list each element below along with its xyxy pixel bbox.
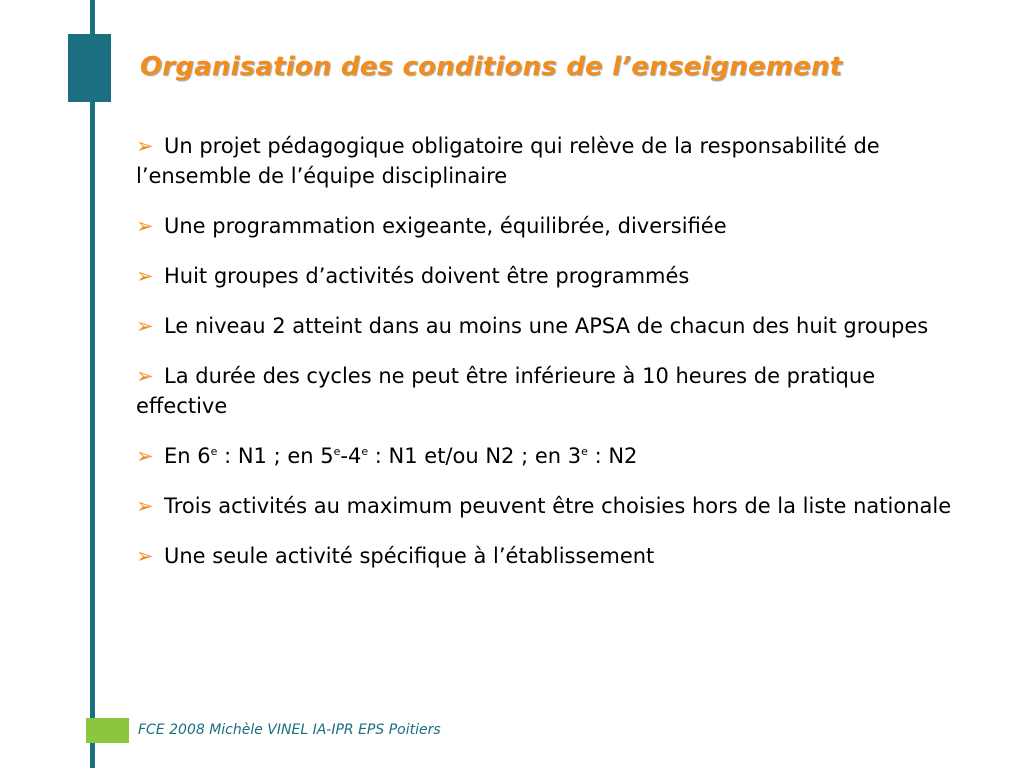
bullet-text: Huit groupes d’activités doivent être programmés	[164, 264, 690, 288]
arrow-bullet-icon: ➢	[136, 494, 154, 518]
arrow-bullet-icon: ➢	[136, 264, 154, 288]
bullet-text: Trois activités au maximum peuvent être choisies hors de la liste nationale	[164, 494, 952, 518]
bullet-text: Un projet pédagogique obligatoire qui relève de la responsabilité de l’ensemble de l’équipe disciplinaire	[136, 134, 880, 188]
footer-text: FCE 2008 Michèle VINEL IA-IPR EPS Poitiers	[138, 722, 441, 738]
arrow-bullet-icon: ➢	[136, 314, 154, 338]
bullet-item	[136, 541, 966, 571]
bullet-item	[136, 211, 966, 241]
superscript: e	[361, 445, 369, 458]
title-accent-block	[68, 34, 111, 102]
bullet-text: Une programmation exigeante, équilibrée, diversifiée	[164, 214, 727, 238]
bullet-item	[136, 441, 966, 471]
arrow-bullet-icon: ➢	[136, 444, 154, 468]
text-segment: En 6	[164, 444, 211, 468]
bullet-item	[136, 311, 966, 341]
bullet-item	[136, 361, 966, 421]
bullet-text: La durée des cycles ne peut être inférieure à 10 heures de pratique effective	[136, 364, 876, 418]
superscript: e	[581, 445, 588, 458]
footer-accent-block	[86, 718, 129, 743]
bullet-item	[136, 131, 966, 191]
bullet-text: Une seule activité spécifique à l’établissement	[164, 544, 655, 568]
bullet-item	[136, 491, 966, 521]
slide-title: Organisation des conditions de l’enseignement	[140, 52, 843, 82]
text-segment: : N1 ; en 5	[217, 444, 334, 468]
arrow-bullet-icon: ➢	[136, 134, 154, 158]
arrow-bullet-icon: ➢	[136, 214, 154, 238]
text-segment: : N2	[587, 444, 638, 468]
superscript: e	[210, 445, 218, 458]
text-segment: : N1 et/ou N2 ; en 3	[368, 444, 582, 468]
bullet-list	[136, 131, 966, 591]
arrow-bullet-icon: ➢	[136, 364, 154, 388]
superscript: e	[333, 445, 341, 458]
arrow-bullet-icon: ➢	[136, 544, 154, 568]
bullet-text: Le niveau 2 atteint dans au moins une APSA de chacun des huit groupes	[164, 314, 929, 338]
bullet-item	[136, 261, 966, 291]
bullet-text-levels	[164, 444, 637, 468]
text-segment: -4	[340, 444, 362, 468]
vertical-accent-line	[90, 0, 95, 768]
